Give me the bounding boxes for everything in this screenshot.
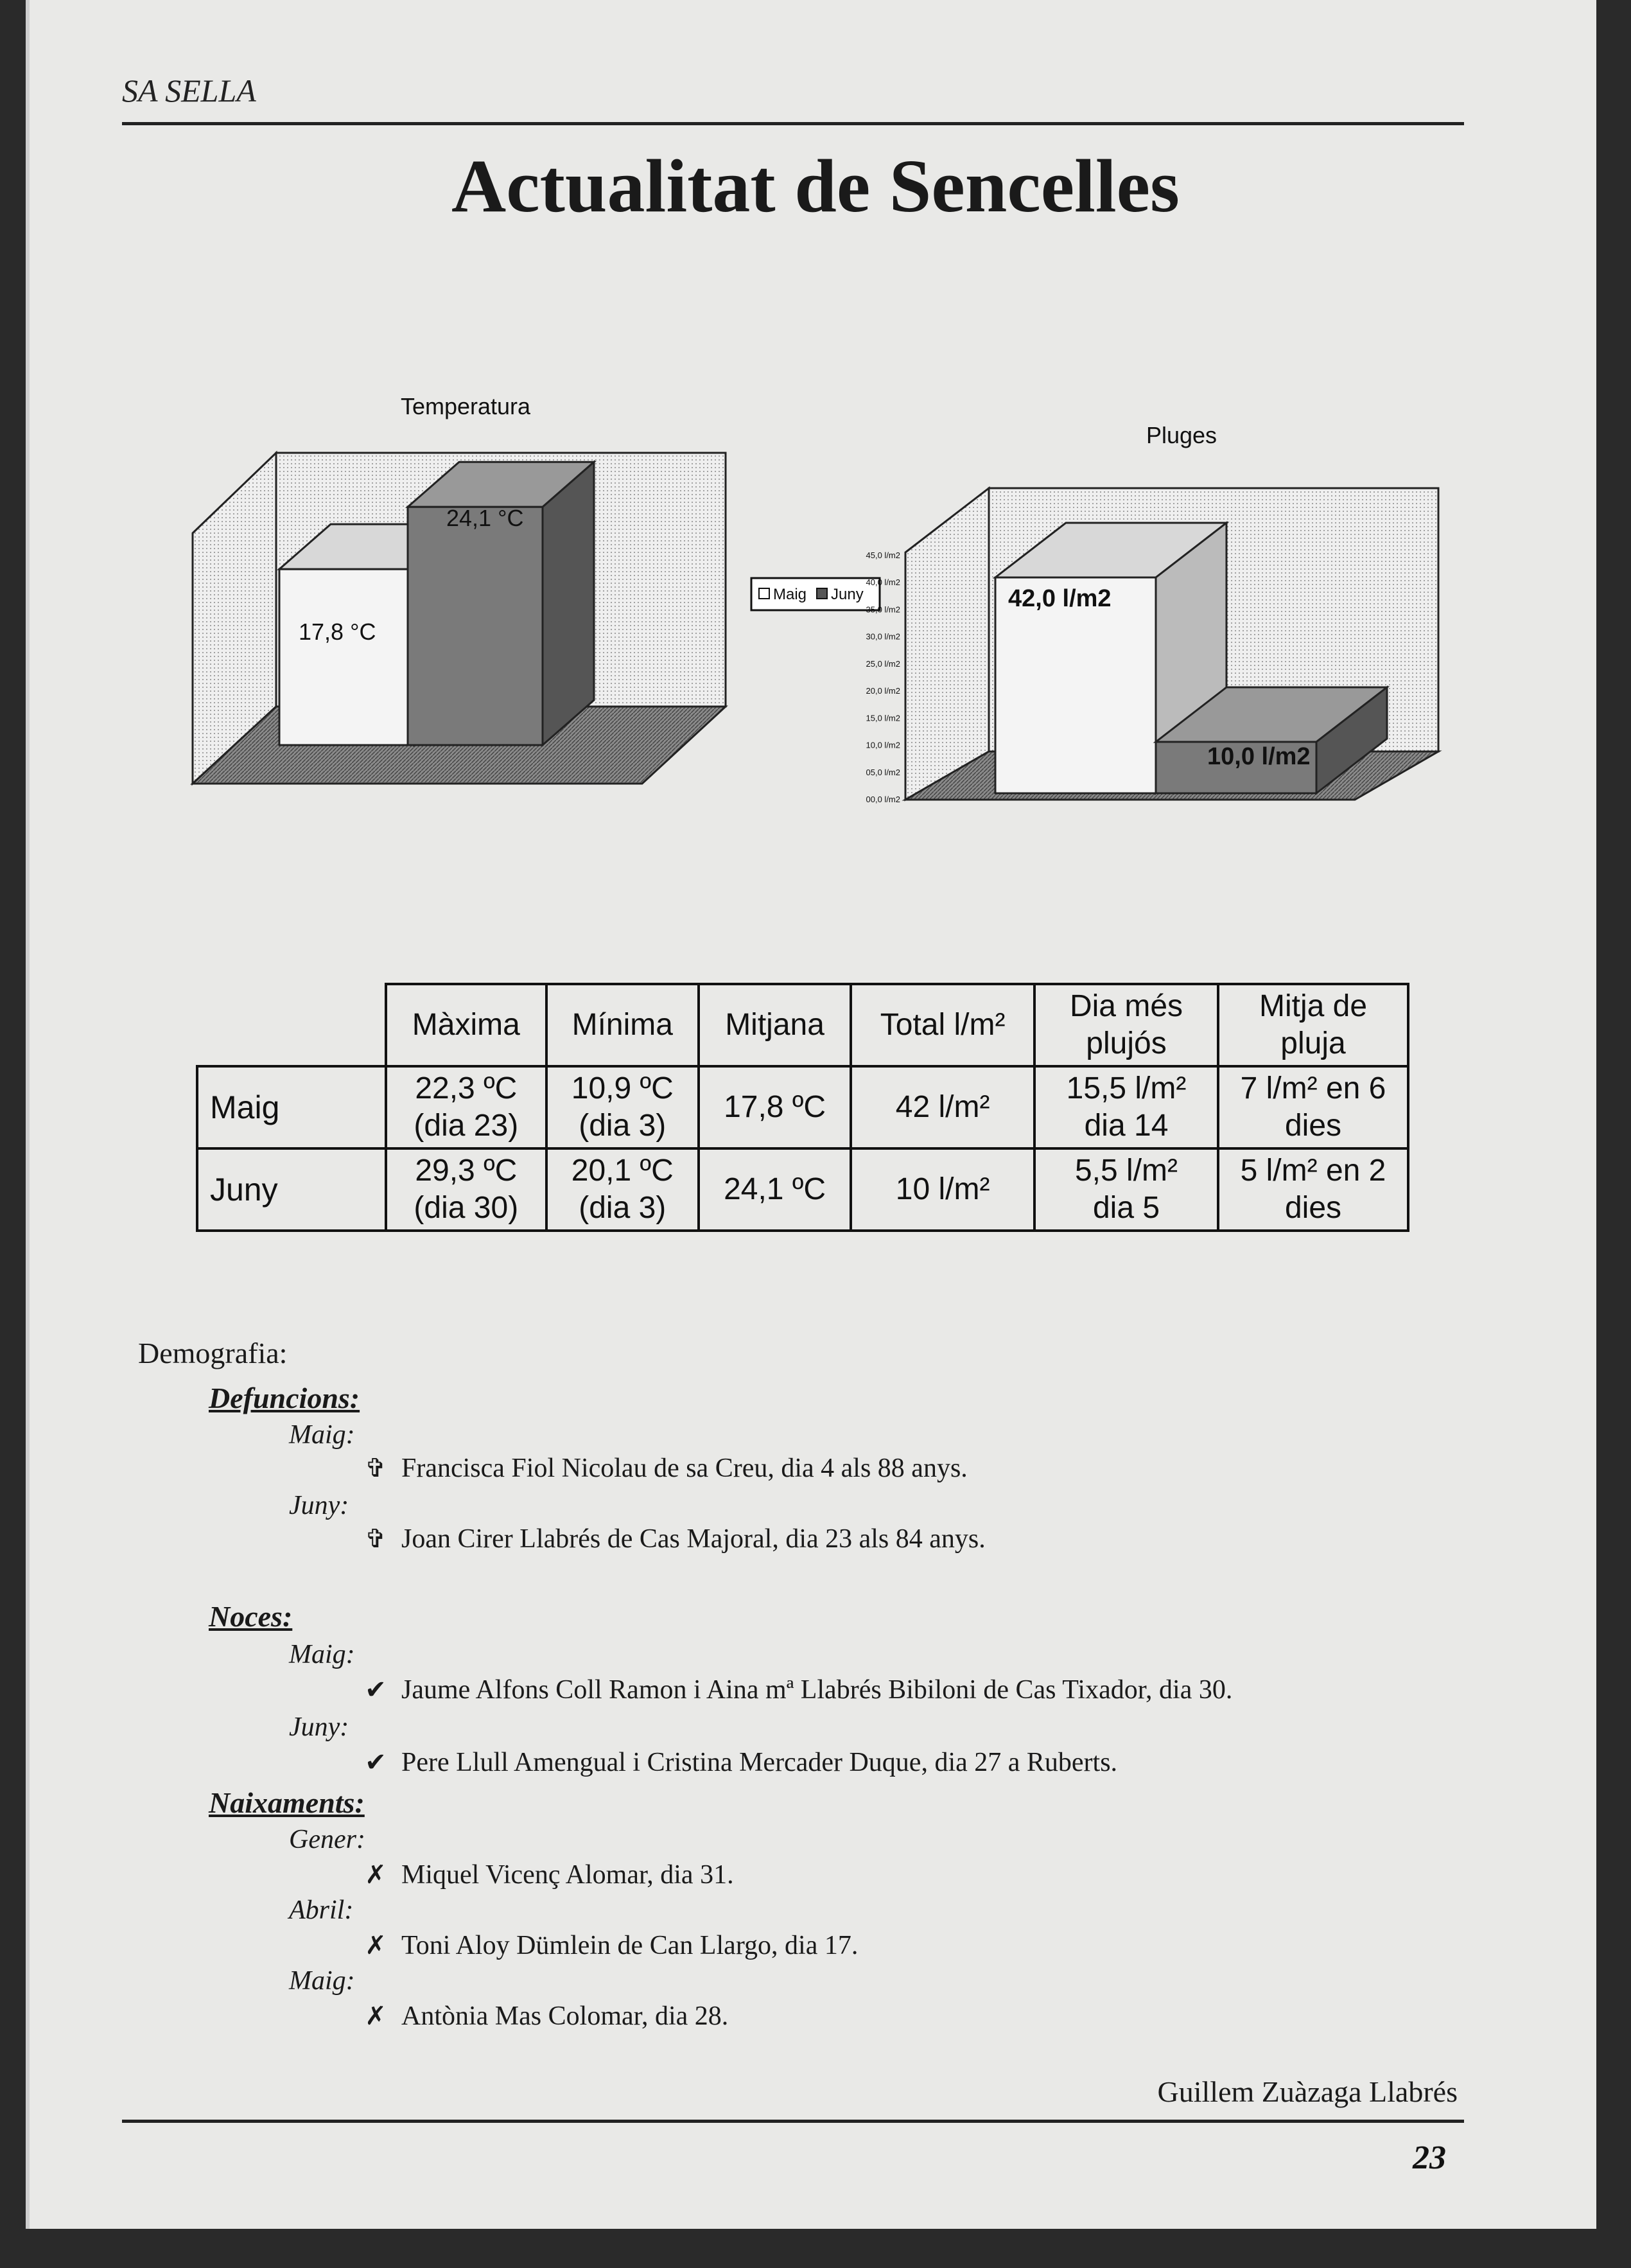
cell-day: dia 14 [1084,1109,1169,1143]
rain-data-label: 10,0 l/m2 [1207,743,1311,770]
header-dia-mes-plujos: Dia més plujós [1034,984,1218,1066]
defuncions-month: Juny: [289,1491,349,1520]
rain-chart-svg [745,418,1470,816]
legend-swatch-maig [759,588,769,599]
rain-chart [745,418,1470,816]
temperature-chart [186,385,745,796]
header-blank [197,984,386,1066]
weather-table-header [197,984,1408,1066]
footer-rule [122,2120,1464,2123]
cell-value: 7 l/m² en 6 [1240,1071,1386,1105]
rain-y-tick-label: 20,0 l/m2 [866,686,900,696]
list-item [363,2001,728,2032]
header-minima: Mínima [546,984,699,1066]
rain-chart-title: Pluges [1146,422,1217,448]
naixaments-month: Abril: [289,1895,354,1925]
check-icon: ✔ [365,1748,387,1777]
temperature-data-label: 24,1 °C [446,505,524,532]
header-total: Total l/m² [851,984,1034,1066]
list-item [363,1675,1232,1705]
legend-swatch-juny [817,588,827,599]
rain-y-tick-label: 30,0 l/m2 [866,631,900,642]
cell-minima [546,1066,699,1148]
temperature-bar-juny-side [543,462,594,745]
temperature-chart-svg [186,385,745,796]
entry-text: Francisca Fiol Nicolau de sa Creu, dia 4 als 88 anys. [401,1454,968,1483]
naixaments-month: Maig: [289,1966,355,1996]
cell-dia-mes-plujos [1034,1148,1218,1231]
header-mitjana: Mitjana [699,984,851,1066]
check-icon: ✔ [365,1675,387,1705]
legend-label-juny: Juny [831,586,864,603]
cell-maxima [386,1066,546,1148]
table-row [197,1148,1408,1231]
x-mark-icon: ✗ [365,2001,387,2031]
temperature-data-label: 17,8 °C [299,619,376,646]
header-rule [122,122,1464,125]
temperature-bar-maig [279,569,414,745]
rain-y-tick-label: 00,0 l/m2 [866,795,900,804]
table-row [197,1066,1408,1148]
entry-text: Toni Aloy Dümlein de Can Llargo, dia 17. [401,1931,859,1960]
entry-text: Joan Cirer Llabrés de Cas Majoral, dia 23 als 84 anys. [401,1524,986,1554]
naixaments-heading: Naixaments: [209,1786,365,1819]
page-number: 23 [1413,2140,1446,2176]
x-mark-icon: ✗ [365,1931,387,1960]
entry-text: Antònia Mas Colomar, dia 28. [401,2001,729,2031]
entry-text: Pere Llull Amengual i Cristina Mercader Duque, dia 27 a Ruberts. [401,1748,1118,1777]
list-item [363,1930,858,1961]
demografia-title: Demografia: [138,1337,288,1369]
naixaments-month: Gener: [289,1825,365,1854]
cell-day: (dia 30) [414,1191,519,1225]
noces-month: Maig: [289,1640,355,1669]
cell-maxima [386,1148,546,1231]
cell-day: dies [1284,1191,1342,1225]
cell-day: dies [1284,1109,1342,1143]
cell-total: 42 l/m² [851,1066,1034,1148]
list-item [363,1453,968,1484]
cell-mitjana: 24,1 ºC [699,1148,851,1231]
defuncions-month: Maig: [289,1420,355,1450]
cell-day: (dia 3) [579,1109,667,1143]
cell-value: 5 l/m² en 2 [1240,1154,1386,1188]
rain-y-tick-label: 10,0 l/m2 [866,740,900,750]
cell-value: 22,3 ºC [415,1071,518,1105]
rain-y-tick-label: 15,0 l/m2 [866,713,900,723]
list-item [363,1859,734,1890]
cross-icon: ✞ [365,1454,387,1483]
cell-minima [546,1148,699,1231]
running-title: SA SELLA [122,73,256,109]
cell-dia-mes-plujos [1034,1066,1218,1148]
rain-y-tick-label: 05,0 l/m2 [866,767,900,777]
cell-mitjana: 17,8 ºC [699,1066,851,1148]
entry-text: Jaume Alfons Coll Ramon i Aina mª Llabrés Bibiloni de Cas Tixador, dia 30. [401,1675,1233,1705]
page-title: Actualitat de Sencelles [451,144,1180,228]
weather-table [196,983,1409,1232]
entry-text: Miquel Vicenç Alomar, dia 31. [401,1860,734,1890]
cell-total: 10 l/m² [851,1148,1034,1231]
cell-day: dia 5 [1092,1191,1160,1225]
noces-month: Juny: [289,1712,349,1742]
header-mitja-pluja: Mitja de pluja [1218,984,1408,1066]
cell-value: 5,5 l/m² [1074,1154,1178,1188]
list-item [363,1524,986,1554]
rain-data-label: 42,0 l/m2 [1008,585,1112,612]
row-month: Maig [197,1066,386,1148]
noces-heading: Noces: [209,1600,293,1633]
rain-y-tick-label: 40,0 l/m2 [866,577,900,588]
rain-side-wall [905,488,989,800]
defuncions-heading: Defuncions: [209,1382,360,1414]
rain-chart-legend [751,578,880,610]
row-month: Juny [197,1148,386,1231]
rain-y-tick-label: 25,0 l/m2 [866,658,900,669]
legend-label-maig: Maig [773,586,807,603]
cross-icon: ✞ [365,1524,387,1554]
cell-value: 15,5 l/m² [1066,1071,1187,1105]
header-maxima: Màxima [386,984,546,1066]
cell-day: (dia 3) [579,1191,667,1225]
temperature-bar-juny [408,507,543,745]
rain-y-tick-label: 45,0 l/m2 [866,550,900,560]
cell-mitja-pluja [1218,1066,1408,1148]
cell-mitja-pluja [1218,1148,1408,1231]
list-item [363,1747,1117,1778]
author-signature: Guillem Zuàzaga Llabrés [1157,2075,1458,2108]
temperature-chart-title: Temperatura [400,393,531,419]
cell-value: 20,1 ºC [571,1154,674,1188]
cell-value: 29,3 ºC [415,1154,518,1188]
x-mark-icon: ✗ [365,1860,387,1890]
cell-value: 10,9 ºC [571,1071,674,1105]
cell-day: (dia 23) [414,1109,519,1143]
rain-y-tick-label: 35,0 l/m2 [866,604,900,615]
